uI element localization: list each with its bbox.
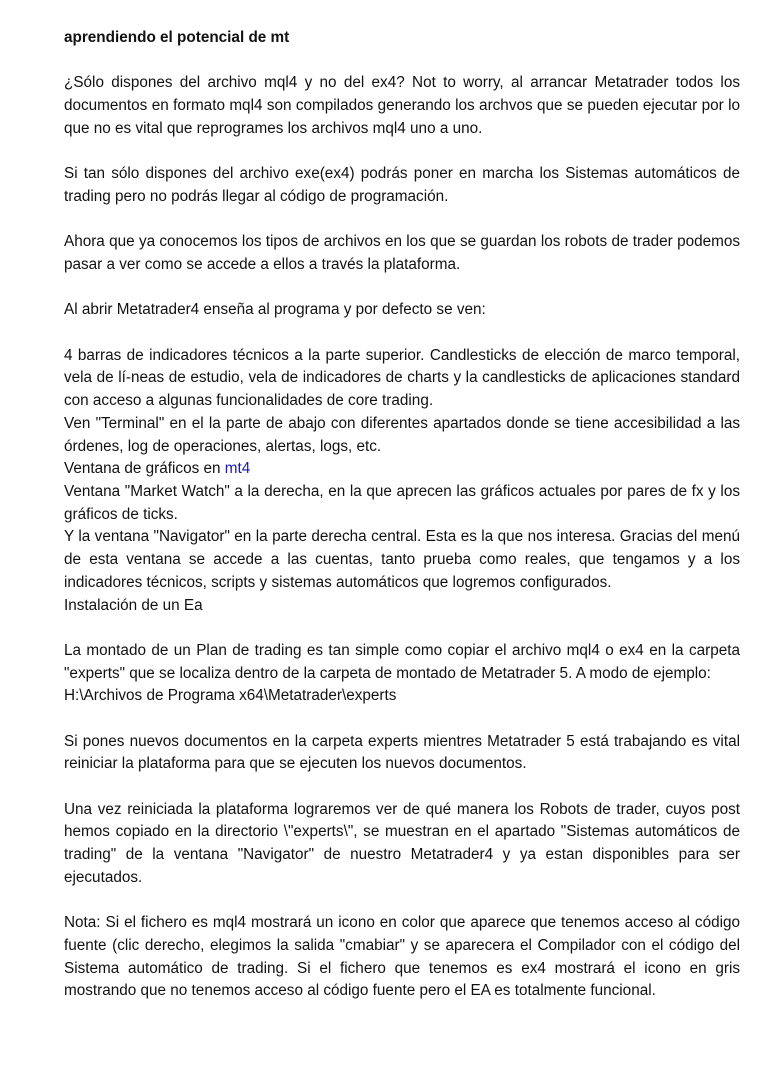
spacer (64, 277, 740, 300)
paragraph-11-text: La montado de un Plan de trading es tan simple como copiar el archivo mql4 o ex4 en la carpeta "experts" que se localiza dentro de la carpeta de montado de Metatrader 5. A modo de ejemplo: (64, 641, 740, 682)
paragraph-11 (64, 640, 740, 708)
install-path: H:\Archivos de Programa x64\Metatrader\experts (64, 687, 397, 705)
paragraph-9: Y la ventana "Navigator" en la parte derecha central. Esta es la que nos interesa. Gracias del menú de esta ventana se accede a las cuentas, tanto prueba como reales, que tengamos y a los indicadores técnicos, scripts y sistemas automáticos que logremos configurados. (64, 528, 740, 591)
spacer (64, 776, 740, 799)
paragraph-12: Si pones nuevos documentos en la carpeta experts mientres Metatrader 5 está trabajando es vital reiniciar la plataforma para que se ejecuten los nuevos documentos. (64, 732, 740, 773)
document-title: aprendiendo el potencial de mt (64, 29, 290, 46)
paragraph-6: Ven "Terminal" en el la parte de abajo con diferentes apartados donde se tiene accesibilidad a las órdenes, log de operaciones, alertas, logs, etc. (64, 414, 740, 455)
paragraph-5: 4 barras de indicadores técnicos a la parte superior. Candlesticks de elección de marco temporal, vela de lí-neas de estudio, vela de indicadores de charts y la candlesticks de aplicaciones standard con acceso a algunas funcionalidades de core trading. (64, 346, 740, 410)
paragraph-2: Si tan sólo dispones del archivo exe(ex4) podrás poner en marcha los Sistemas automáticos de trading pero no podrás llegar al código de programación. (64, 165, 740, 205)
spacer (64, 708, 740, 731)
paragraph-7 (64, 458, 740, 481)
paragraph-7-text: Ventana de gráficos en (64, 460, 225, 478)
paragraph-3: Ahora que ya conocemos los tipos de archivos en los que se guardan los robots de trader podemos pasar a ver como se accede a ellos a través la plataforma. (64, 233, 740, 273)
spacer (64, 141, 740, 164)
spacer (64, 890, 740, 913)
spacer (64, 617, 740, 640)
document-page (64, 27, 740, 1003)
paragraph-14: Nota: Si el fichero es mql4 mostrará un icono en color que aparece que tenemos acceso al código fuente (clic derecho, elegimos la salida "cmabiar" y se aparecera el Compilador con el código del Sistema automático de trading. Si el fichero que tenemos es ex4 mostrará el icono en gris mostrando que no tenemos acceso al código fuente pero el EA es totalmente funcional. (64, 914, 740, 1000)
paragraph-8: Ventana "Market Watch" a la derecha, en la que aprecen las gráficos actuales por pares de fx y los gráficos de ticks. (64, 482, 740, 523)
spacer (64, 322, 740, 345)
section-heading-installation: Instalación de un Ea (64, 596, 203, 614)
paragraph-4: Al abrir Metatrader4 enseña al programa y por defecto se ven: (64, 301, 486, 319)
spacer (64, 50, 740, 73)
paragraph-13: Una vez reiniciada la plataforma lograremos ver de qué manera los Robots de trader, cuyos post hemos copiado en la directorio \"experts\", se muestran en el apartado "Sistemas automáticos de trading" de la ventana "Navigator" de nuestro Metatrader4 y ya estan disponibles para ser ejecutados. (64, 800, 740, 886)
paragraph-1: ¿Sólo dispones del archivo mql4 y no del ex4? Not to worry, al arrancar Metatrader todos los documentos en formato mql4 son compilados generando los archvos que se pueden ejecutar por lo que no es vital que reprogrames los archivos mql4 uno a uno. (64, 74, 740, 137)
spacer (64, 209, 740, 232)
mt4-link[interactable]: mt4 (224, 460, 251, 478)
